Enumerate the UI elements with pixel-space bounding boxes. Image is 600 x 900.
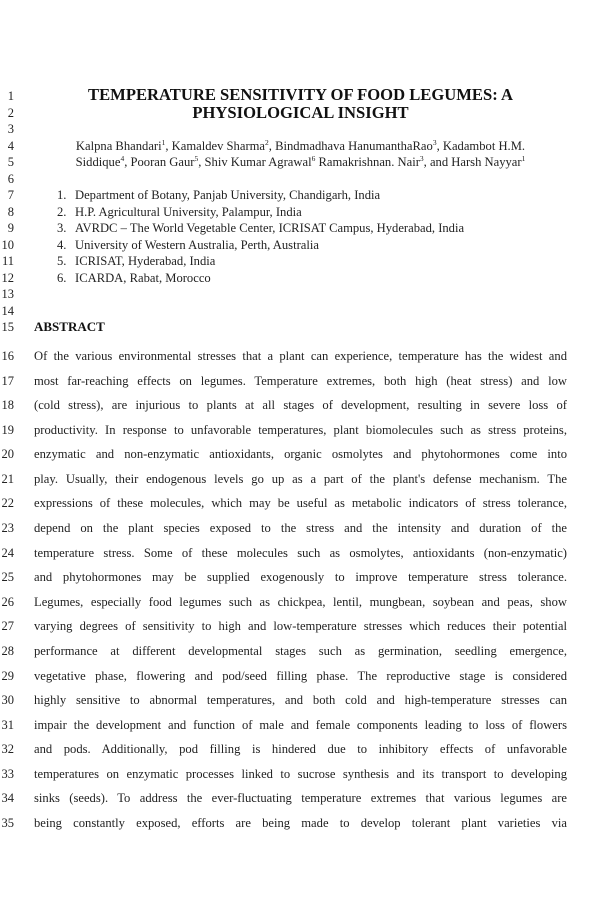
affiliation-item: [57, 254, 215, 268]
line-number: 6: [7, 172, 14, 186]
abstract-line: sinks (seeds). To address the ever-fluctuating temperature extremes that various legumes are: [34, 791, 567, 805]
abstract-line: depend on the plant species exposed to the stress and the intensity and duration of the: [34, 521, 567, 535]
line-number: 26: [1, 595, 14, 609]
affiliation-text: ICRISAT, Hyderabad, India: [75, 254, 216, 268]
affiliation-number: 6.: [57, 271, 67, 285]
abstract-line: most far-reaching effects on legumes. Temperature extremes, both high (heat stress) and low: [34, 374, 567, 388]
abstract-line: Legumes, especially food legumes such as chickpea, lentil, mungbean, soybean and peas, show: [34, 595, 567, 609]
abstract-line: being constantly exposed, efforts are being made to develop tolerant plant varieties via: [34, 816, 567, 830]
line-number: 4: [7, 139, 14, 153]
abstract-line: varying degrees of sensitivity to high and low-temperature stresses which reduces their potential: [34, 619, 567, 633]
line-number: 14: [1, 304, 14, 318]
line-number: 2: [7, 106, 14, 120]
abstract-heading: ABSTRACT: [34, 319, 105, 334]
affiliation-marker: 3: [432, 138, 437, 147]
affiliation-number: 1.: [57, 188, 67, 202]
abstract-line: productivity. In response to unfavorable temperatures, plant biomolecules such as stress proteins,: [34, 423, 567, 437]
abstract-line: performance at different developmental stages such as germination, seedling emergence,: [34, 644, 567, 658]
line-number: 30: [1, 693, 14, 707]
abstract-line: expressions of these molecules, which may be useful as metabolic indicators of stress tolerance,: [34, 496, 567, 510]
line-number: 16: [1, 349, 14, 363]
line-number: 33: [1, 767, 14, 781]
affiliation-item: [57, 271, 211, 285]
affiliation-marker: 1: [161, 138, 166, 147]
affiliation-number: 2.: [57, 205, 67, 219]
line-number: 17: [1, 374, 14, 388]
affiliation-marker: 5: [194, 154, 199, 163]
line-number: 13: [1, 287, 14, 301]
author-name: , Shiv Kumar Agrawal: [198, 155, 312, 169]
affiliation-item: [57, 221, 464, 235]
line-number: 27: [1, 619, 14, 633]
affiliation-text: AVRDC – The World Vegetable Center, ICRISAT Campus, Hyderabad, India: [75, 221, 465, 235]
author-line-2: [34, 155, 567, 169]
paper-title-line-1: TEMPERATURE SENSITIVITY OF FOOD LEGUMES: A: [88, 85, 513, 104]
line-number: 10: [1, 238, 14, 252]
line-number: 28: [1, 644, 14, 658]
affiliation-text: Department of Botany, Panjab University, Chandigarh, India: [75, 188, 381, 202]
abstract-line: Of the various environmental stresses that a plant can experience, temperature has the widest and: [34, 349, 567, 363]
line-number: 21: [1, 472, 14, 486]
abstract-line: play. Usually, their endogenous levels go up as a part of the plant's defense mechanism. The: [34, 472, 567, 486]
line-number: 15: [1, 320, 14, 334]
line-number: 5: [7, 155, 14, 169]
line-number: 34: [1, 791, 14, 805]
affiliation-text: ICARDA, Rabat, Morocco: [75, 271, 211, 285]
abstract-line: and pods. Additionally, pod filling is hindered due to inhibitory effects of unfavorable: [34, 742, 567, 756]
affiliation-item: [57, 205, 302, 219]
abstract-line: temperatures on enzymatic processes linked to sucrose synthesis and its transport to developing: [34, 767, 567, 781]
line-number: 18: [1, 398, 14, 412]
line-number: 3: [7, 122, 14, 136]
abstract-line: and phytohormones may be supplied exogenously to improve temperature stress tolerance.: [34, 570, 567, 584]
line-number: 8: [7, 205, 14, 219]
line-number: 25: [1, 570, 14, 584]
line-number: 1: [7, 89, 14, 103]
abstract-line: impair the development and function of male and female components leading to loss of flowers: [34, 718, 567, 732]
abstract-line: highly sensitive to abnormal temperatures, and both cold and high-temperature stresses can: [34, 693, 567, 707]
abstract-line: temperature stress. Some of these molecules such as osmolytes, antioxidants (non-enzymatic): [34, 546, 567, 560]
paper-title-line-2: PHYSIOLOGICAL INSIGHT: [192, 103, 409, 122]
line-number: 31: [1, 718, 14, 732]
affiliation-marker: 6: [311, 154, 316, 163]
line-number: 29: [1, 669, 14, 683]
line-number: 35: [1, 816, 14, 830]
affiliation-marker: 3: [419, 154, 424, 163]
line-number: 24: [1, 546, 14, 560]
author-line-1: [34, 139, 567, 153]
author-name: Kalpna Bhandari: [75, 139, 162, 153]
affiliation-marker: 1: [521, 154, 526, 163]
author-name: , Bindmadhava HanumanthaRao: [268, 139, 433, 153]
affiliation-number: 4.: [57, 238, 67, 252]
author-name: , Kadambot H.M.: [436, 139, 526, 153]
affiliation-item: [57, 188, 380, 202]
line-number: 11: [1, 254, 14, 268]
author-name: Siddique: [75, 155, 121, 169]
affiliation-item: [57, 238, 319, 252]
affiliation-marker: 4: [120, 154, 125, 163]
abstract-line: (cold stress), are injurious to plants at all stages of development, resulting in severe loss of: [34, 398, 567, 412]
line-number: 20: [1, 447, 14, 461]
affiliation-marker: 2: [265, 138, 269, 147]
line-number: 23: [1, 521, 14, 535]
line-number: 9: [7, 221, 14, 235]
author-name: , and Harsh Nayyar: [423, 155, 522, 169]
author-name: Ramakrishnan. Nair: [315, 155, 420, 169]
line-number: 19: [1, 423, 14, 437]
affiliation-number: 5.: [57, 254, 67, 268]
abstract-line: vegetative phase, flowering and pod/seed filling phase. The reproductive stage is considered: [34, 669, 567, 683]
affiliation-text: University of Western Australia, Perth, Australia: [75, 238, 319, 252]
line-number: 22: [1, 496, 14, 510]
line-number: 7: [7, 188, 14, 202]
line-number: 12: [1, 271, 14, 285]
author-name: , Kamaldev Sharma: [165, 139, 266, 153]
affiliation-text: H.P. Agricultural University, Palampur, India: [75, 205, 302, 219]
abstract-line: enzymatic and non-enzymatic antioxidants, organic osmolytes and phytohormones come into: [34, 447, 567, 461]
affiliation-number: 3.: [57, 221, 67, 235]
author-name: , Pooran Gaur: [124, 155, 195, 169]
line-number: 32: [1, 742, 14, 756]
